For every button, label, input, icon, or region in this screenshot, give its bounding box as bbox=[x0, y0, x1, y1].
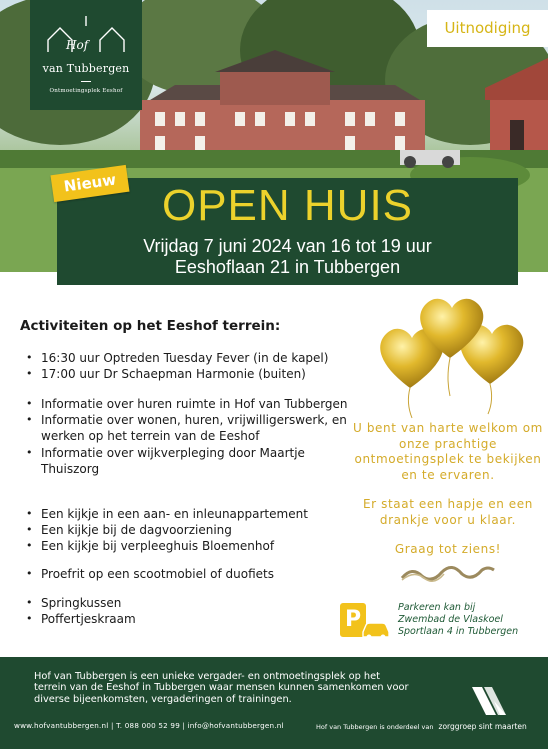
parking-line: Parkeren kan bij bbox=[398, 602, 476, 613]
activity-group-testride bbox=[24, 566, 354, 582]
activity-group-information bbox=[24, 396, 354, 477]
list-item: • Een kijkje bij verpleeghuis Bloemenhof bbox=[24, 538, 354, 554]
activity-group-performances bbox=[24, 350, 354, 382]
logo-name: van Tubbergen bbox=[42, 62, 130, 75]
footer-org-name: zorggroep sint maarten bbox=[438, 722, 527, 731]
brand-logo bbox=[30, 0, 142, 110]
list-item: • 17:00 uur Dr Schaepman Harmonie (buiten) bbox=[24, 366, 354, 382]
list-item: • Informatie over wijkverpleging door Maartje Thuiszorg bbox=[24, 445, 354, 477]
welcome-paragraph: Er staat een hapje en een drankje voor u klaar. bbox=[363, 497, 533, 527]
welcome-closing: Graag tot ziens! bbox=[394, 542, 502, 556]
logo-script: Hof bbox=[66, 38, 89, 52]
list-item: • 16:30 uur Optreden Tuesday Fever (in de kapel) bbox=[24, 350, 354, 366]
welcome-paragraph: U bent van harte welkom om onze prachtige ontmoetingsplek te bekijken en te ervaren. bbox=[353, 421, 543, 482]
event-title: OPEN HUIS bbox=[161, 181, 414, 230]
footer-description: Hof van Tubbergen is een unieke vergader- en ontmoetingsplek op het terrein van de Eeshof in Tubbergen waar mensen kunnen samenkomen voor diverse bijeenkomsten, vergaderingen of trainingen. bbox=[34, 671, 409, 705]
footer-contact: www.hofvantubbergen.nl | T. 088 000 52 99 | info@hofvantubbergen.nl bbox=[14, 721, 284, 730]
footer-org bbox=[316, 722, 527, 731]
list-item: • Poffertjeskraam bbox=[24, 611, 354, 627]
activities-heading: Activiteiten op het Eeshof terrein: bbox=[20, 318, 281, 334]
parking-text bbox=[398, 602, 518, 638]
list-item: • Informatie over wonen, huren, vrijwilligerswerk, en werken op het terrein van de Eeshof bbox=[24, 412, 354, 444]
list-item: • Een kijkje bij de dagvoorziening bbox=[24, 522, 354, 538]
logo-divider bbox=[81, 81, 91, 82]
house-outline-icon bbox=[42, 12, 130, 60]
welcome-text bbox=[348, 421, 548, 572]
car-icon bbox=[360, 618, 392, 640]
logo-tagline: Ontmoetingsplek Eeshof bbox=[49, 88, 123, 94]
parking-icon: P bbox=[340, 603, 366, 637]
activity-group-visits bbox=[24, 506, 354, 555]
event-banner bbox=[57, 178, 518, 285]
event-address: Eeshoflaan 21 in Tubbergen bbox=[174, 257, 401, 277]
parking-line: Zwembad de Vlaskoel bbox=[398, 614, 503, 625]
list-item: • Proefrit op een scootmobiel of duofiets bbox=[24, 566, 354, 582]
parking-line: Sportlaan 4 in Tubbergen bbox=[398, 626, 519, 637]
activity-group-kids bbox=[24, 595, 354, 627]
invite-label: Uitnodiging bbox=[427, 10, 548, 47]
parking-info bbox=[340, 602, 540, 642]
ribbon-icon bbox=[400, 562, 496, 584]
list-item: • Springkussen bbox=[24, 595, 354, 611]
new-badge: Nieuw bbox=[50, 165, 129, 202]
list-item: • Een kijkje in een aan- en inleunappartement bbox=[24, 506, 354, 522]
event-date: Vrijdag 7 juni 2024 van 16 tot 19 uur bbox=[143, 236, 432, 256]
balloons-illustration bbox=[370, 288, 530, 428]
footer-org-text: Hof van Tubbergen is onderdeel van bbox=[316, 723, 434, 731]
zorggroep-logo-icon bbox=[470, 685, 508, 717]
list-item: • Informatie over huren ruimte in Hof van Tubbergen bbox=[24, 396, 354, 412]
footer bbox=[0, 657, 548, 749]
